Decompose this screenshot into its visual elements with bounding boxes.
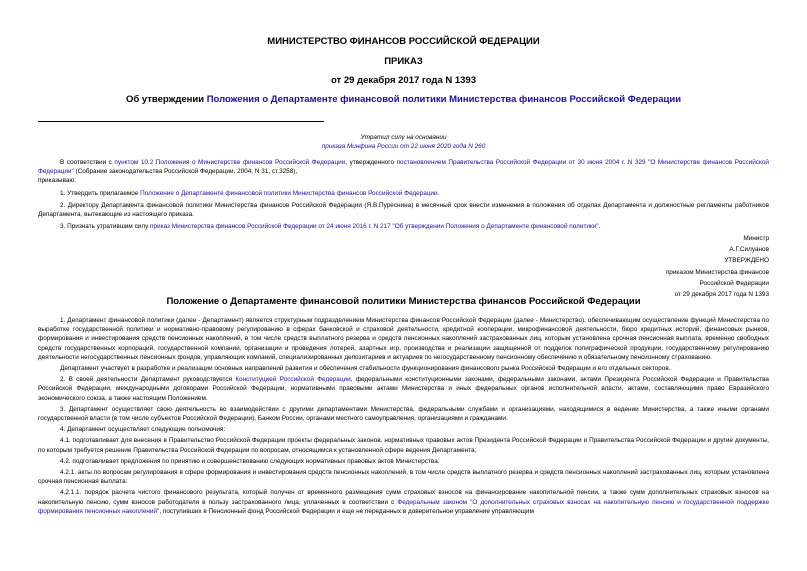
preamble-text-2: , утвержденного <box>345 159 397 166</box>
subject-prefix: Об утверждении <box>125 94 207 105</box>
status-note-link[interactable]: приказа Минфина России от 22 июня 2020 года N 260 <box>321 143 486 151</box>
regulation-section-4-2-1-1-text-b: , поступивших в Пенсионный фонд Российской Федерации и еще не переданных в доверительное управление управляющим <box>159 507 534 515</box>
order-item-3-text: 3. Признать утратившим силу <box>60 223 151 231</box>
order-body <box>0 158 807 231</box>
approval-line-3: Российской Федерации <box>699 279 769 287</box>
regulation-section-4-2: 4.2. подготавливает предложения по принятию и совершенствованию следующих нормативных правовых актов Министерства: <box>60 457 440 465</box>
constitution-link[interactable]: Конституцией Российской Федерации <box>235 376 351 384</box>
regulation-section-3: 3. Департамент осуществляет свою деятельность во взаимодействии с другими департаментами Министерства, федеральными службами и организациями, находящимися в ведении Министерства, а также иными органами государственной власти (в том числе субъектов Российской Федерации), Банком России, органами местного самоуправления, организациями и гражданами. <box>38 405 769 423</box>
preamble-link-1[interactable]: пунктом 10.2 Положения о Министерстве финансов Российской Федерации <box>114 159 346 166</box>
signature-block <box>666 233 769 300</box>
regulation-section-1: 1. Департамент финансовой политики (далее - Департамент) является структурным подразделением Министерства финансов Российской Федерации (далее - Министерство), обеспечивающим осуществление функций Министерства по выработке государственной политики и нормативно-правовому регулированию в сферах банковской и страховой деятельности, кредитной кооперации, микрофинансовой деятельности, бюро кредитных историй, финансовых рынков, формирования и инвестирования средств пенсионных накоплений, в том числе средств выплатного резерва и средств пенсионных накоплений застрахованных лиц, которым установлена срочная пенсионная выплата, временно свободных средств государственных корпораций, государственной компании, организации и проведения лотерей, азартных игр, производства и реализации защищенной от подделок полиграфической продукции, государственному регулированию деятельности негосударственных пенсионных фондов, управляющих компаний, специализированных депозитариев и актуариев по негосударственному пенсионному обеспечению и обязательному пенсионному страхованию. <box>38 317 769 361</box>
regulation-section-4-2-1-1-text-a: 4.2.1.1. порядок расчета чистого финансового результата, который получен от временного размещения сумм страховых взносов на финансирование накопительной пенсии, а также сумм дополнительных страховых взносов на накопительную пенсию, сумм взносов работодателя в пользу застрахованного лица, уплаченных в соответствии с <box>38 489 769 506</box>
ministry-heading: МИНИСТЕРСТВО ФИНАНСОВ РОССИЙСКОЙ ФЕДЕРАЦИИ <box>267 36 540 47</box>
approval-line-4: от 29 декабря 2017 года N 1393 <box>674 291 769 299</box>
order-item-1-end: . <box>437 189 440 197</box>
regulation-title: Положение о Департаменте финансовой политики Министерства финансов Российской Федерации <box>166 296 641 307</box>
status-note <box>0 133 807 151</box>
preamble-paragraph <box>38 158 769 176</box>
order-item-1 <box>38 189 769 198</box>
preamble-link-2[interactable]: постановлением Правительства Российской Федерации от 30 июня 2004 г. N 329 "О Министерстве финансов Российской Федерации" <box>38 159 769 176</box>
regulation-section-4-1: 4.1. подготавливает для внесения в Правительство Российской Федерации проекты федеральных законов, нормативных правовых актов Президента Российской Федерации и Правительства Российской Федерации и другие документы, по которым требуется решение Правительства Российской Федерации по вопросам, относящимся к установленной сфере ведения Департамента; <box>38 437 769 454</box>
approval-line-1: УТВЕРЖДЕНО <box>724 257 769 265</box>
order-item-3-end: . <box>598 223 601 231</box>
regulation-section-4: 4. Департамент осуществляет следующие полномочия: <box>60 426 226 434</box>
regulation-body <box>0 316 807 516</box>
regulation-section-4-2-1-1 <box>38 488 769 516</box>
preamble-text-1: В соответствии с <box>60 159 115 166</box>
signature-name: А.Г.Силуанов <box>729 246 769 254</box>
subject-link[interactable]: Положения о Департаменте финансовой политики Министерства финансов Российской Федерации <box>206 94 682 105</box>
regulation-section-2-text-a: 2. В своей деятельности Департамент руководствуется <box>60 376 236 384</box>
status-note-line: Утратил силу на основании <box>360 134 447 141</box>
order-item-1-text: 1. Утвердить прилагаемое <box>60 189 141 197</box>
regulation-section-2 <box>38 375 769 403</box>
regulation-section-2-text-b: , федеральными конституционными законами, федеральными законами, актами Президента Российской Федерации и Правительства Российской Федерации, международными договорами Российской Федерации, нормативными правовыми актами Министерства и иных федеральных органов исполнительной власти, актами, составляющими право Евразийского экономического союза, а также настоящим Положением. <box>38 376 769 402</box>
order-item-3 <box>38 222 769 231</box>
order-item-2: 2. Директору Департамента финансовой политики Министерства финансов Российской Федерации (Я.В.Пуреснина) в месячный срок внести изменения в положения об отделах Департамента и должностные регламенты работников Департамента, вытекающие из настоящего приказа. <box>38 201 769 219</box>
header-divider <box>38 121 324 122</box>
order-verb: приказываю: <box>38 177 76 185</box>
doc-type-heading: ПРИКАЗ <box>384 56 423 67</box>
doc-subject-heading <box>0 94 807 105</box>
doc-date-heading: от 29 декабря 2017 года N 1393 <box>330 75 476 86</box>
order-item-3-link[interactable]: приказ Министерства финансов Российской Федерации от 24 июня 2016 г. N 217 "Об утверждении Положения о Департаменте финансовой политики" <box>150 223 599 231</box>
federal-law-link[interactable]: Федеральным законом "О дополнительных страховых взносах на накопительную пенсию и государственной поддержке формирования пенсионных накоплений" <box>38 498 769 515</box>
order-item-1-link[interactable]: Положение о Департаменте финансовой политики Министерства финансов Российской Федерации <box>140 189 438 197</box>
approval-line-2: приказом Министерства финансов <box>665 268 769 276</box>
signature-role: Министр <box>743 235 769 242</box>
regulation-section-1b: Департамент участвует в разработке и реализации основных направлений развития и обеспечения стабильности функционирования финансового рынка Российской Федерации и его отдельных секторов. <box>60 365 671 373</box>
regulation-section-4-2-1: 4.2.1. акты по вопросам регулирования в сфере формирования и инвестирования средств пенсионных накоплений, в том числе средств выплатного резерва и средств пенсионных накоплений застрахованных лиц, которым установлена срочная пенсионная выплата: <box>38 469 769 486</box>
preamble-text-3: (Собрание законодательства Российской Федерации, 2004, N 31, ст.3258), <box>73 168 298 176</box>
